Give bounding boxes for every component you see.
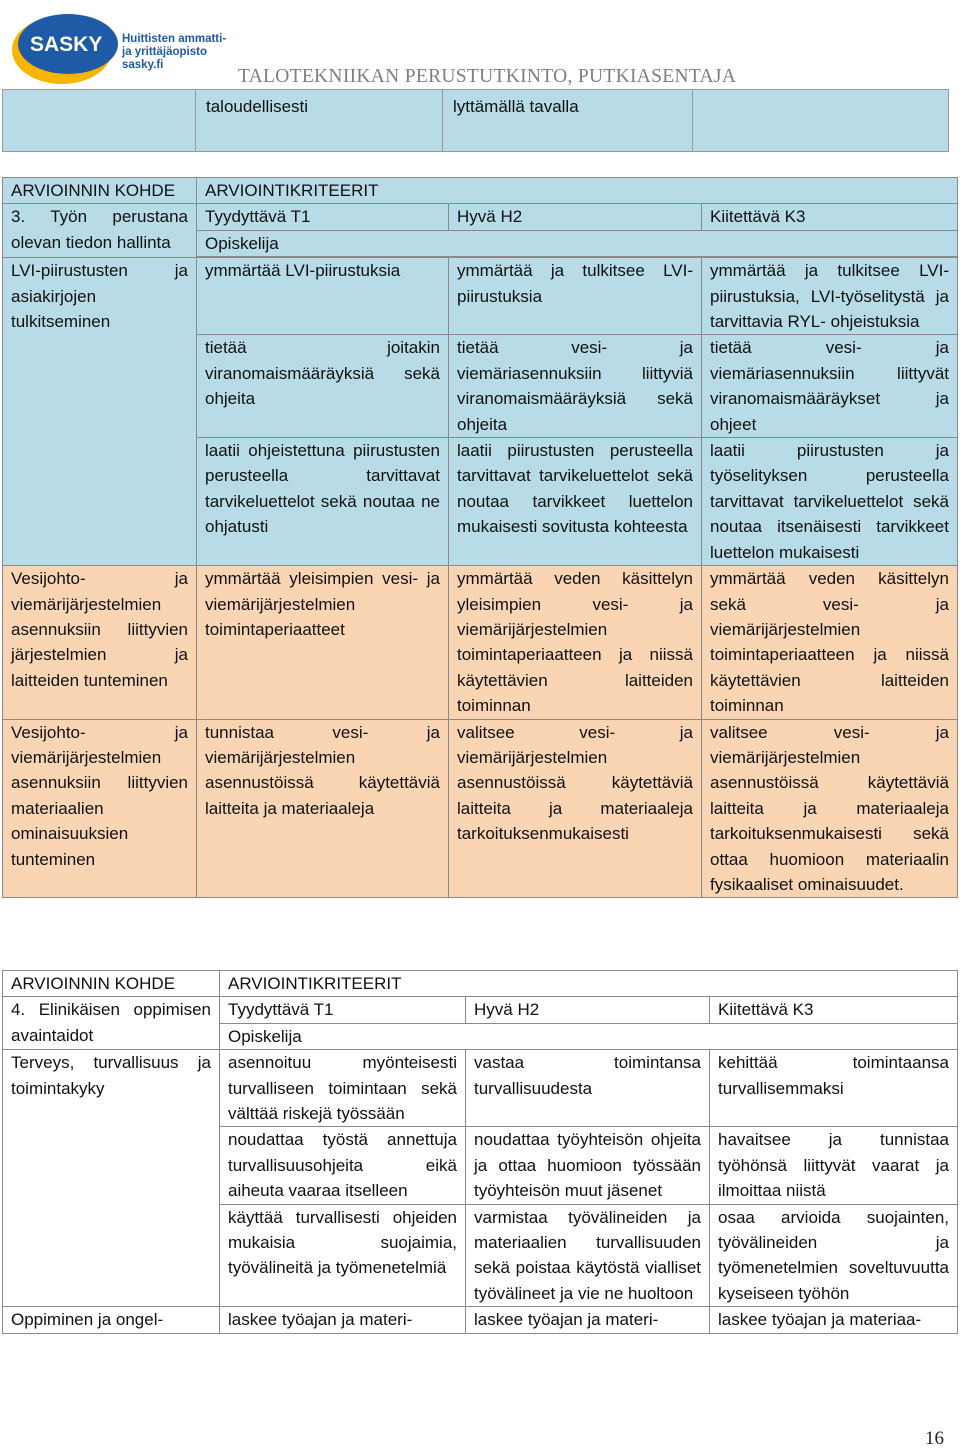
continued-criteria-table xyxy=(2,89,949,152)
criteria-cell-k3: ymmärtää veden käsittelyn sekä vesi- ja viemärijärjestelmien toimintaperiaatteen ja niissä käytettävien laitteiden toiminnan xyxy=(702,566,958,719)
target-cell: Terveys, turvallisuus ja toimintakyky xyxy=(3,1050,220,1307)
target-cell: LVI-piirustusten ja asiakirjojen tulkitseminen xyxy=(3,258,197,566)
level-k3: Kiitettävä K3 xyxy=(702,204,958,230)
student-label: Opiskelija xyxy=(197,230,958,256)
logo-url: sasky.fi xyxy=(122,59,164,71)
criteria-cell-h2: vastaa toimintansa turvallisuudesta xyxy=(466,1050,710,1127)
logo-org-line2: ja yrittäjäopisto xyxy=(122,46,207,58)
table-row xyxy=(3,997,958,1023)
target-header: ARVIOINNIN KOHDE xyxy=(3,178,197,204)
table-cell xyxy=(3,90,196,152)
criteria-cell-k3: laatii piirustusten ja työselityksen perusteella tarvittavat tarvikeluettelot sekä noutaa itsenäisesti tarvikkeet luettelon mukaisesti xyxy=(702,438,958,566)
table-cell: lyttämällä tavalla xyxy=(443,90,693,152)
criteria-cell-t1: tunnistaa vesi- ja viemärijärjestelmien asennustöissä käytettäviä laitteita ja materiaaleja xyxy=(197,719,449,898)
page-number: 16 xyxy=(925,1428,944,1449)
criteria-cell-h2: laskee työajan ja materi- xyxy=(466,1307,710,1333)
criteria-cell-h2: noudattaa työyhteisön ohjeita ja ottaa huomioon työssään työyhteisön muut jäsenet xyxy=(466,1127,710,1204)
table-cell xyxy=(693,90,949,152)
target-title: 3. Työn perustana olevan tiedon hallinta xyxy=(3,204,197,258)
level-t1: Tyydyttävä T1 xyxy=(197,204,449,230)
criteria-cell-t1: ymmärtää LVI-piirustuksia xyxy=(197,258,449,335)
level-t1: Tyydyttävä T1 xyxy=(220,997,466,1023)
section3-criteria-table xyxy=(2,177,958,898)
criteria-cell-k3: tietää vesi- ja viemäriasennuksiin liittyvät viranomaismääräykset ja ohjeet xyxy=(702,335,958,438)
criteria-cell-h2: valitsee vesi- ja viemärijärjestelmien asennustöissä käytettäviä laitteita ja materiaaleja tarkoituksenmukaisesti xyxy=(449,719,702,898)
section4-criteria-table xyxy=(2,970,958,1334)
logo-graphic xyxy=(10,4,240,86)
criteria-cell-t1: laskee työajan ja materi- xyxy=(220,1307,466,1333)
table-cell: taloudellisesti xyxy=(196,90,443,152)
table-header-row xyxy=(3,178,958,204)
criteria-cell-t1: ymmärtää yleisimpien vesi- ja viemärijärjestelmien toimintaperiaatteet xyxy=(197,566,449,719)
sasky-logo xyxy=(10,4,240,86)
table-row xyxy=(3,1307,958,1333)
criteria-header: ARVIOINTIKRITEERIT xyxy=(220,971,958,997)
criteria-cell-h2: ymmärtää veden käsittelyn yleisimpien vesi- ja viemärijärjestelmien toimintaperiaatteen ja niissä käytettävien laitteiden toiminnan xyxy=(449,566,702,719)
table-header-row xyxy=(3,971,958,997)
target-header: ARVIOINNIN KOHDE xyxy=(3,971,220,997)
criteria-cell-h2: laatii piirustusten perusteella tarvittavat tarvikeluettelot sekä noutaa tarvikkeet luettelon mukaisesti sovitusta kohteesta xyxy=(449,438,702,566)
criteria-cell-h2: tietää vesi- ja viemäriasennuksiin liittyviä viranomaismääräyksiä sekä ohjeita xyxy=(449,335,702,438)
criteria-cell-t1: käyttää turvallisesti ohjeiden mukaisia suojaimia, työvälineitä ja työmenetelmiä xyxy=(220,1204,466,1307)
table-row xyxy=(3,719,958,898)
criteria-cell-t1: noudattaa työstä annettuja turvallisuusohjeita eikä aiheuta vaaraa itselleen xyxy=(220,1127,466,1204)
criteria-cell-k3: osaa arvioida suojainten, työvälineiden ja työmenetelmien soveltuvuutta kyseiseen työhön xyxy=(710,1204,958,1307)
criteria-cell-k3: kehittää toimintaansa turvallisemmaksi xyxy=(710,1050,958,1127)
document-title: TALOTEKNIIKAN PERUSTUTKINTO, PUTKIASENTAJA xyxy=(238,66,737,87)
criteria-cell-k3: valitsee vesi- ja viemärijärjestelmien asennustöissä käytettäviä laitteita ja materiaaleja tarkoituksenmukaisesti sekä ottaa huomioon materiaalin fysikaaliset ominaisuudet. xyxy=(702,719,958,898)
level-h2: Hyvä H2 xyxy=(449,204,702,230)
table-row xyxy=(3,258,958,335)
criteria-cell-t1: laatii ohjeistettuna piirustusten perusteella tarvittavat tarvikeluettelot sekä noutaa ne ohjatusti xyxy=(197,438,449,566)
student-label: Opiskelija xyxy=(220,1023,958,1049)
target-cell: Vesijohto- ja viemärijärjestelmien asennuksiin liittyvien materiaalien ominaisuuksien tunteminen xyxy=(3,719,197,898)
criteria-cell-t1: tietää joitakin viranomaismääräyksiä sekä ohjeita xyxy=(197,335,449,438)
target-cell: Oppiminen ja ongel- xyxy=(3,1307,220,1333)
table-row xyxy=(3,566,958,719)
logo-wordmark: SASKY xyxy=(30,33,103,56)
target-title: 4. Elinikäisen oppimisen avaintaidot xyxy=(3,997,220,1050)
table-row xyxy=(3,1050,958,1127)
table-row xyxy=(3,90,949,152)
criteria-cell-h2: ymmärtää ja tulkitsee LVI-piirustuksia xyxy=(449,258,702,335)
level-h2: Hyvä H2 xyxy=(466,997,710,1023)
logo-org-line1: Huittisten ammatti- xyxy=(122,33,227,45)
criteria-cell-k3: havaitsee ja tunnistaa työhönsä liittyvät vaarat ja ilmoittaa niistä xyxy=(710,1127,958,1204)
criteria-header: ARVIOINTIKRITEERIT xyxy=(197,178,958,204)
criteria-cell-t1: asennoituu myönteisesti turvalliseen toimintaan sekä välttää riskejä työssään xyxy=(220,1050,466,1127)
criteria-cell-k3: laskee työajan ja materiaa- xyxy=(710,1307,958,1333)
criteria-cell-h2: varmistaa työvälineiden ja materiaalien turvallisuuden sekä poistaa käytöstä vialliset työvälineet ja vie ne huoltoon xyxy=(466,1204,710,1307)
level-k3: Kiitettävä K3 xyxy=(710,997,958,1023)
criteria-cell-k3: ymmärtää ja tulkitsee LVI-piirustuksia, LVI-työselitystä ja tarvittavia RYL- ohjeistuksia xyxy=(702,258,958,335)
table-row xyxy=(3,204,958,230)
target-cell: Vesijohto- ja viemärijärjestelmien asennuksiin liittyvien järjestelmien ja laitteiden tunteminen xyxy=(3,566,197,719)
